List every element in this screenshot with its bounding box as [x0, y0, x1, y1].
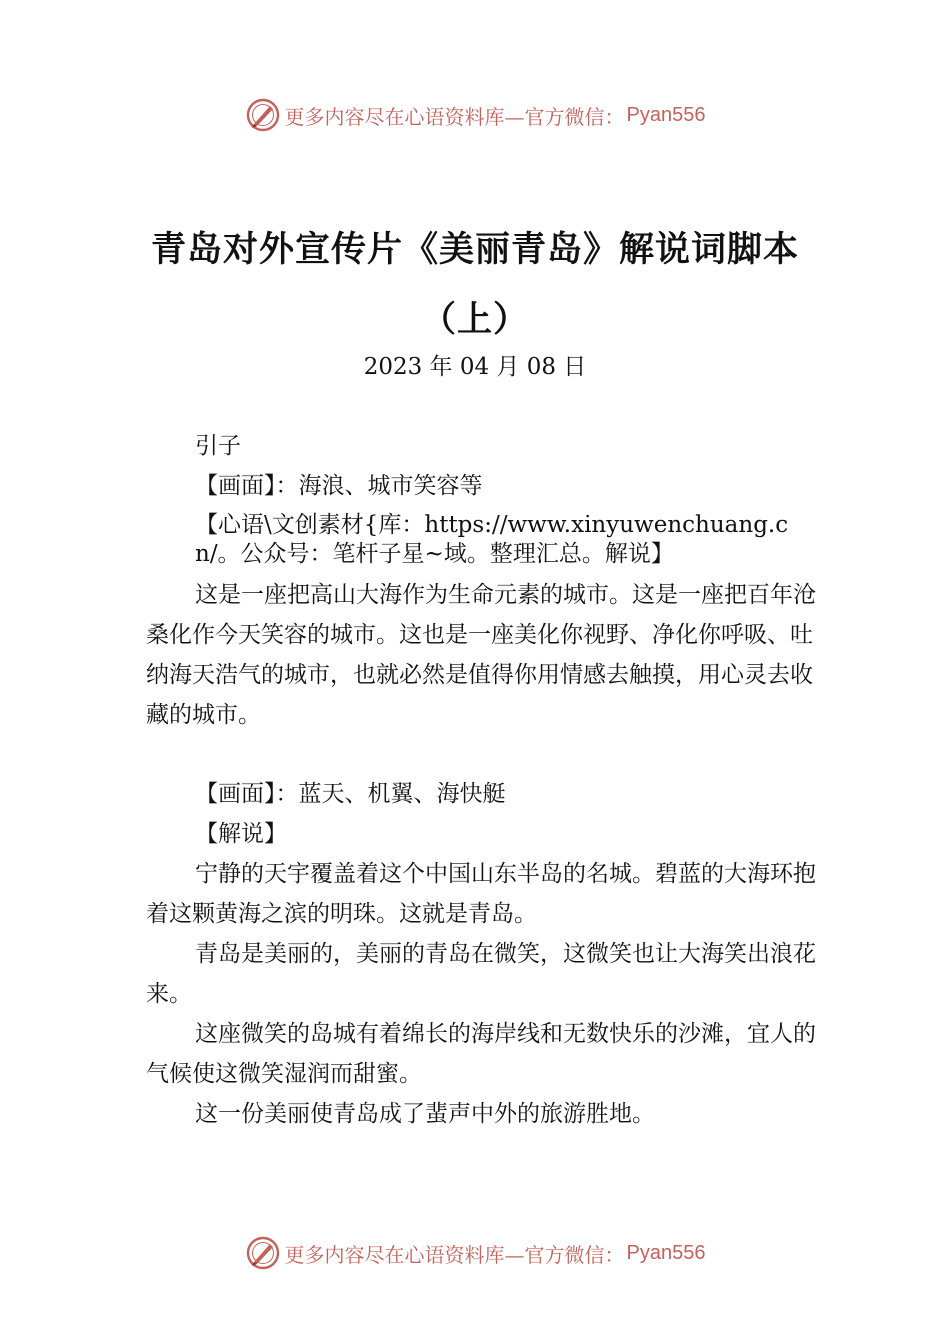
source-note: 【心语\文创素材{库：https://www.xinyuwenchuang.cn/。公众号：笔杆子星~域。整理汇总。解说】: [195, 512, 789, 567]
scene-direction: 【画面】：海浪、城市笑容等: [195, 473, 483, 499]
narration-paragraph: 青岛是美丽的，美丽的青岛在微笑，这微笑也让大海笑出浪花来。: [146, 941, 816, 1007]
scene-direction: 【画面】：蓝天、机翼、海快艇: [195, 781, 506, 807]
pen-seal-logo-icon: [245, 1235, 281, 1271]
header-watermark-banner: [0, 95, 950, 135]
banner-text: 更多内容尽在心语资料库—官方微信：: [284, 104, 625, 129]
narration-paragraph: 宁静的天宇覆盖着这个中国山东半岛的名城。碧蓝的大海环抱着这颗黄海之滨的明珠。这就是青岛。: [146, 861, 816, 927]
document-title: 青岛对外宣传片《美丽青岛》解说词脚本: [150, 229, 799, 270]
narration-label: 【解说】: [195, 821, 287, 847]
banner-text: 更多内容尽在心语资料库—官方微信：: [284, 1242, 625, 1267]
document-body: [146, 426, 816, 1134]
banner-wechat-id: Pyan556: [626, 1241, 706, 1264]
pen-seal-logo-icon: [245, 97, 281, 133]
narration-paragraph: 这座微笑的岛城有着绵长的海岸线和无数快乐的沙滩，宜人的气候使这微笑湿润而甜蜜。: [146, 1021, 816, 1087]
document-date: 2023 年 04 月 08 日: [363, 354, 587, 380]
paragraph-spacer: [146, 735, 816, 774]
section-heading: 引子: [195, 433, 241, 459]
narration-paragraph: 这是一座把高山大海作为生命元素的城市。这是一座把百年沧桑化作今天笑容的城市。这也是一座美化你视野、净化你呼吸、吐纳海天浩气的城市，也就必然是值得你用情感去触摸，用心灵去收藏的城市。: [146, 582, 816, 728]
footer-watermark-banner: [0, 1233, 950, 1273]
narration-paragraph: 这一份美丽使青岛成了蜚声中外的旅游胜地。: [195, 1101, 655, 1127]
document-title-part: （上）: [420, 299, 529, 340]
banner-wechat-id: Pyan556: [626, 103, 706, 126]
